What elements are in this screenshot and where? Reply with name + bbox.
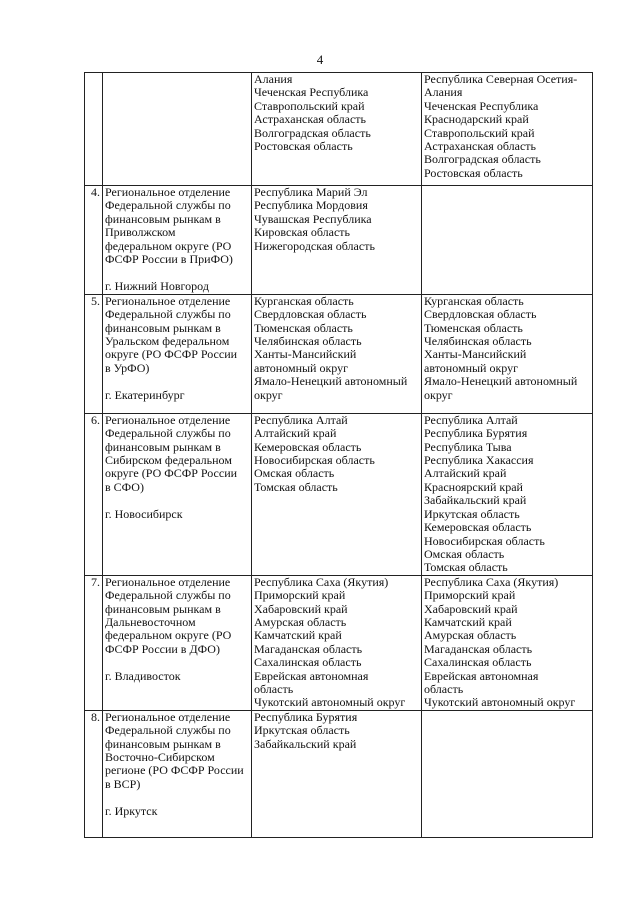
region-item: Республика Тыва [424,439,512,454]
region-item: Магаданская область [254,641,363,656]
office-name-line: Дальневосточном [105,614,196,629]
office-name-line: в УрФО) [105,360,150,375]
region-item: Тюменская область [254,320,353,335]
office-name-line: финансовым рынкам в [105,601,221,616]
region-item: Чеченская Республика [424,98,539,113]
row-number: 6. [85,413,103,575]
region-item: Чувашская Республика [254,211,372,226]
region-item: Республика Бурятия [254,709,358,724]
region-item: Чеченская Республика [254,85,369,100]
regional-offices-table [84,72,593,838]
region-item: Ямало-Ненецкий автономный [254,374,408,389]
region-item: Нижегородская область [254,238,375,253]
office-city: г. Екатеринбург [105,388,185,403]
region-item: Астраханская область [254,112,366,127]
region-item: Кировская область [254,225,351,240]
regions-cell-secondary [422,73,593,186]
table-row [85,73,593,186]
office-name-line: финансовым рынкам в [105,211,221,226]
region-item: Хабаровский край [254,601,348,616]
region-item: Алания [254,72,293,86]
region-item: Ростовская область [254,139,353,154]
office-name-line: округе (РО ФСФР России [105,466,238,481]
table-row [85,186,593,295]
region-item: Ямало-Ненецкий автономный [424,374,578,389]
region-item: Республика Алтай [424,412,518,427]
office-name-line: Региональное отделение [105,574,231,589]
office-name-cell [103,575,252,710]
region-item: Омская область [424,546,505,561]
office-name-line: Восточно-Сибирском [105,750,215,764]
region-item: Томская область [254,479,338,494]
office-city: г. Нижний Новгород [105,279,209,294]
region-item: Хабаровский край [424,601,518,616]
regions-cell-primary [252,186,422,295]
table-row [85,710,593,837]
office-name-line: Приволжском [105,225,176,240]
region-item: Амурская область [254,614,347,629]
region-item: Приморский край [254,588,346,603]
region-item: Ханты-Мансийский [424,347,527,362]
region-item: Челябинская область [424,334,532,349]
region-item: Еврейская автономная [254,668,369,683]
office-name-cell [103,294,252,413]
region-item: округ [254,387,283,402]
region-item: Камчатский край [254,628,342,643]
region-item: Волгоградская область [254,125,371,140]
region-item: Республика Алтай [254,412,348,427]
region-item: область [424,681,464,696]
region-item: Иркутская область [254,723,350,738]
region-item: Краснодарский край [424,112,529,127]
region-item: Забайкальский край [254,736,357,751]
region-item: Новосибирская область [424,533,545,548]
office-name-line: Сибирском федеральном [105,453,232,468]
office-name-cell [103,710,252,837]
regions-cell-primary [252,575,422,710]
region-item: Курганская область [424,293,524,308]
office-name-cell [103,413,252,575]
region-item: Камчатский край [424,614,512,629]
office-name-line: регионе (РО ФСФР России [105,763,244,778]
region-item: Сахалинская область [424,655,532,670]
office-name-line: Федеральной службы по [105,198,231,213]
page-number: 4 [316,52,324,67]
row-number: 4. [85,186,103,295]
office-name-line: федеральном округе (РО [105,238,232,253]
office-name-cell [103,73,252,186]
region-item: Томская область [424,560,508,575]
office-name-line: Региональное отделение [105,185,231,199]
office-name-line: в СФО) [105,479,144,494]
region-item: Чукотский автономный округ [424,695,576,710]
regions-cell-primary [252,73,422,186]
region-item: Ростовская область [424,165,523,180]
office-name-line: Федеральной службы по [105,588,231,603]
region-item: Ставропольский край [254,98,365,113]
region-item: Приморский край [424,588,516,603]
region-item: Кемеровская область [254,439,362,454]
row-number: 7. [85,575,103,710]
region-item: Магаданская область [424,641,533,656]
region-item: Алания [424,85,463,100]
office-city: г. Владивосток [105,669,181,684]
regions-cell-secondary [422,294,593,413]
office-name-line: ФСФР России в ПриФО) [105,252,233,267]
region-item: Свердловская область [254,307,367,322]
office-name-line: Региональное отделение [105,293,231,308]
regions-cell-secondary [422,186,593,295]
region-item: Еврейская автономная [424,668,539,683]
region-item: округ [424,387,453,402]
region-item: Волгоградская область [424,152,541,167]
regions-cell-secondary [422,575,593,710]
region-item: Сахалинская область [254,655,362,670]
region-item: Новосибирская область [254,453,375,468]
regions-cell-primary [252,413,422,575]
table-row [85,575,593,710]
region-item: автономный округ [424,360,519,375]
region-item: область [254,681,294,696]
office-name-line: финансовым рынкам в [105,736,221,751]
office-name-line: Федеральной службы по [105,426,231,441]
region-item: Республика Бурятия [424,426,528,441]
office-name-line: Федеральной службы по [105,723,231,738]
region-item: Чукотский автономный округ [254,695,406,710]
region-item: Тюменская область [424,320,523,335]
row-number [85,73,103,186]
region-item: Кемеровская область [424,520,532,535]
region-item: Амурская область [424,628,517,643]
office-name-line: округе (РО ФСФР России [105,347,238,362]
office-name-line: Уральском федеральном [105,334,230,349]
region-item: Республика Саха (Якутия) [254,574,389,589]
row-number: 8. [85,710,103,837]
region-item: Красноярский край [424,479,523,494]
region-item: Астраханская область [424,139,536,154]
office-city: г. Новосибирск [105,507,183,522]
regions-cell-secondary [422,710,593,837]
office-city: г. Иркутск [105,804,158,819]
row-number: 5. [85,294,103,413]
region-item: Республика Саха (Якутия) [424,574,559,589]
region-item: Ставропольский край [424,125,535,140]
region-item: Омская область [254,466,335,481]
region-item: Ханты-Мансийский [254,347,357,362]
office-name-line: Региональное отделение [105,709,231,724]
office-name-line: финансовым рынкам в [105,320,221,335]
office-name-line: ФСФР России в ДФО) [105,641,220,656]
table-row [85,413,593,575]
regions-cell-primary [252,710,422,837]
office-name-line: федеральном округе (РО [105,628,232,643]
region-item: Забайкальский край [424,493,527,508]
region-item: Алтайский край [424,466,507,481]
region-item: автономный округ [254,360,349,375]
region-item: Челябинская область [254,334,362,349]
office-name-line: финансовым рынкам в [105,439,221,454]
office-name-cell [103,186,252,295]
regions-cell-primary [252,294,422,413]
regions-cell-secondary [422,413,593,575]
region-item: Свердловская область [424,307,537,322]
region-item: Иркутская область [424,506,520,521]
office-name-line: Региональное отделение [105,412,231,427]
region-item: Республика Марий Эл [254,185,368,199]
region-item: Республика Хакассия [424,453,534,468]
office-name-line: в ВСР) [105,776,141,791]
table-row [85,294,593,413]
region-item: Курганская область [254,293,354,308]
region-item: Алтайский край [254,426,337,441]
office-name-line: Федеральной службы по [105,307,231,322]
region-item: Республика Мордовия [254,198,368,213]
region-item: Республика Северная Осетия- [424,72,578,86]
